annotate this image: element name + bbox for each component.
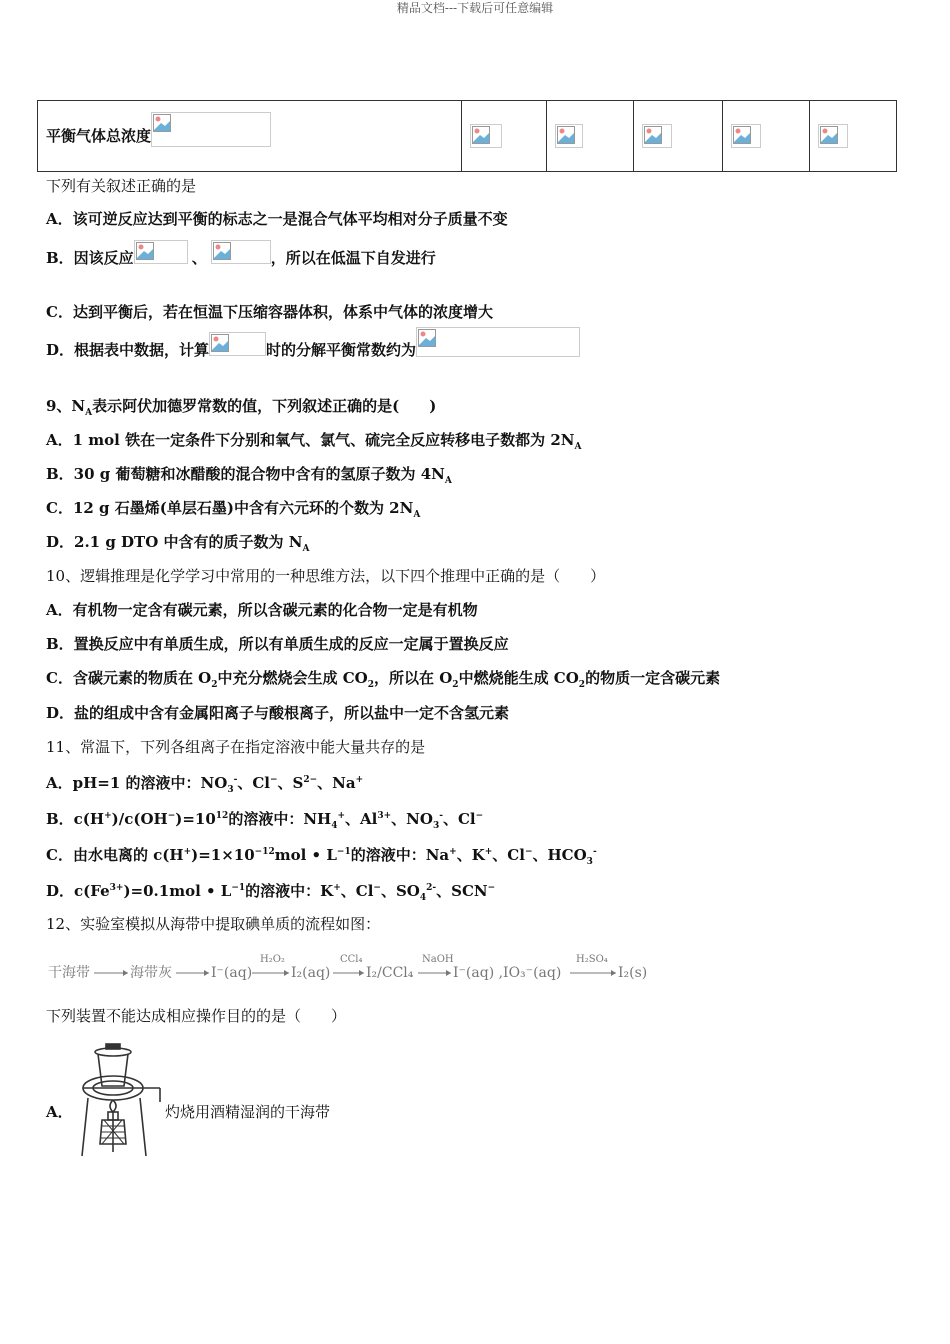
subscript: 4 [331, 821, 338, 831]
q12-stem: 12、实验室模拟从海带中提取碘单质的流程如图： [46, 915, 381, 933]
q9-option-c [46, 498, 420, 525]
broken-image-icon [151, 112, 271, 147]
text: mol • L [274, 846, 337, 864]
superscript: + [355, 775, 364, 785]
q10-stem: 10、逻辑推理是化学学习中常用的一种思维方法，以下四个推理中正确的是（ ） [46, 567, 606, 585]
superscript: + [183, 847, 192, 857]
q9-option-a [46, 430, 581, 457]
text: 、HCO [532, 846, 587, 864]
table-cell [634, 101, 723, 172]
q8-option-d-post: 时的分解平衡常数约为 [266, 341, 417, 359]
broken-image-icon [731, 124, 761, 148]
subscript: A [444, 476, 452, 486]
broken-image-icon [211, 240, 271, 264]
q8-option-d [46, 340, 580, 360]
text: 的溶液中：Na [350, 846, 450, 864]
flow-arrowhead-icon [446, 970, 451, 976]
flow-step-iodine-ccl4: I₂/CCl₄ [366, 965, 414, 981]
superscript: − [373, 883, 381, 893]
q8-option-a: A．该可逆反应达到平衡的标志之一是混合气体平均相对分子质量不变 [46, 210, 508, 228]
flow-step-kelp-ash: 海带灰 [130, 965, 172, 981]
superscript: - [592, 847, 597, 857]
table-cell [723, 101, 810, 172]
q9-option-d [46, 532, 309, 559]
q12-option-a-description: 灼烧用酒精湿润的干海带 [165, 1103, 331, 1121]
superscript: − [475, 811, 484, 821]
subscript: 2 [367, 680, 374, 690]
text: 、Cl [492, 846, 525, 864]
text: 、Cl [442, 810, 476, 828]
text: C．含碳元素的物质在 O [46, 669, 212, 687]
text: 、K [456, 846, 485, 864]
flow-arrowhead-icon [284, 970, 289, 976]
q8-option-b-pre: B．因该反应 [46, 249, 134, 267]
superscript: − [524, 847, 533, 857]
text: 、SCN [436, 882, 488, 900]
superscript: 12 [215, 811, 229, 821]
text: 、Cl [237, 774, 270, 792]
q10-option-d: D．盐的组成中含有金属阳离子与酸根离子，所以盐中一定不含氢元素 [46, 704, 510, 722]
q10-option-a: A．有机物一定含有碳元素，所以含碳元素的化合物一定是有机物 [46, 601, 478, 619]
table-cell [810, 101, 897, 172]
superscript: 2- [426, 883, 437, 893]
superscript: − [167, 811, 176, 821]
q9-stem-pre: 9、N [46, 397, 86, 415]
q9-stem-post: 表示阿伏加德罗常数的值，下列叙述正确的是( ) [92, 397, 437, 415]
text: ，所以在 O [374, 669, 453, 687]
broken-image-icon [642, 124, 672, 148]
broken-image-icon [818, 124, 848, 148]
q11-option-c [46, 842, 597, 872]
superscript: −12 [254, 847, 275, 857]
flow-reagent-ccl4: CCl₄ [340, 954, 363, 965]
subscript: A [302, 544, 310, 554]
equilibrium-table [37, 100, 897, 172]
subscript: 3 [586, 857, 593, 867]
text: )/c(OH [111, 810, 168, 828]
flow-step-iodide-iodate: I⁻(aq) ,IO₃⁻(aq) [453, 965, 562, 981]
superscript: - [439, 811, 443, 821]
q9-option-d-text: D．2.1 g DTO 中含有的质子数为 N [46, 533, 303, 551]
flow-arrowhead-icon [204, 970, 209, 976]
text: C．由水电离的 c(H [46, 846, 184, 864]
text: 、NO [391, 810, 433, 828]
subscript: A [574, 442, 582, 452]
subscript: 3 [227, 785, 234, 795]
flow-arrowhead-icon [359, 970, 364, 976]
superscript: 3+ [109, 883, 124, 893]
broken-image-icon [555, 124, 583, 148]
superscript: 2− [303, 775, 318, 785]
text: B．c(H [46, 810, 105, 828]
subscript: 2 [211, 680, 218, 690]
text: 、Na [317, 774, 356, 792]
text: 、Al [345, 810, 378, 828]
table-row-label-cell [38, 101, 462, 172]
flow-step-iodide-aq: I⁻(aq) [211, 965, 253, 981]
q11-option-b [46, 806, 483, 836]
q8-option-b-post: ，所以在低温下自发进行 [270, 249, 436, 267]
superscript: - [233, 775, 238, 785]
text: 中燃烧能生成 CO [458, 669, 579, 687]
flow-reagent-h2so4: H₂SO₄ [576, 954, 608, 965]
subscript: 3 [432, 821, 440, 831]
q9-option-b-text: B．30 g 葡萄糖和冰醋酸的混合物中含有的氢原子数为 4N [46, 465, 445, 483]
text: D．c(Fe [46, 882, 110, 900]
subscript: 2 [578, 680, 586, 690]
q10-option-b: B．置换反应中有单质生成，所以有单质生成的反应一定属于置换反应 [46, 635, 509, 653]
crucible-burner-apparatus-icon [78, 1040, 166, 1160]
flow-arrowhead-icon [123, 970, 128, 976]
q10-option-c [46, 668, 720, 695]
q8-stem: 下列有关叙述正确的是 [46, 177, 197, 195]
superscript: − [487, 883, 496, 893]
flow-reagent-h2o2: H₂O₂ [260, 954, 285, 965]
flow-step-iodine-solid: I₂(s) [618, 965, 648, 981]
flow-arrowhead-icon [611, 970, 616, 976]
subscript: 4 [419, 893, 427, 903]
q8-option-c: C．达到平衡后，若在恒温下压缩容器体积，体系中气体的浓度增大 [46, 303, 493, 321]
q9-option-c-text: C．12 g 石墨烯(单层石墨)中含有六元环的个数为 2N [46, 499, 414, 517]
q12-sub-stem: 下列装置不能达成相应操作目的的是（ ） [46, 1007, 347, 1025]
flow-step-iodine-aq: I₂(aq) [291, 965, 331, 981]
q8-option-b [46, 248, 436, 268]
q12-option-a-label: A． [46, 1103, 73, 1121]
broken-image-icon [209, 332, 266, 356]
subscript: A [413, 510, 421, 520]
subscript: 2 [452, 680, 459, 690]
superscript: −1 [336, 847, 351, 857]
flow-reagent-naoh: NaOH [422, 954, 454, 965]
q8-option-d-pre: D．根据表中数据，计算 [46, 341, 210, 359]
q11-option-d [46, 878, 495, 908]
text: 的溶液中：NH [228, 810, 332, 828]
flow-step-dry-kelp: 干海带 [48, 965, 90, 981]
broken-image-icon [470, 124, 502, 148]
superscript: + [484, 847, 493, 857]
text: 、S [277, 774, 304, 792]
q8-option-b-sep: 、 [191, 249, 207, 267]
q9-option-b [46, 464, 452, 491]
superscript: −1 [231, 883, 246, 893]
q11-option-a [46, 770, 363, 800]
text: 中充分燃烧会生成 CO [217, 669, 368, 687]
q11-stem: 11、常温下，下列各组离子在指定溶液中能大量共存的是 [46, 738, 426, 756]
table-row-label: 平衡气体总浓度 [46, 126, 152, 145]
broken-image-icon [134, 240, 188, 264]
text: )=1×10 [191, 846, 255, 864]
text: A．pH=1 的溶液中：NO [46, 774, 228, 792]
table-cell [547, 101, 634, 172]
superscript: + [337, 811, 346, 821]
q9-stem [46, 396, 436, 423]
superscript: + [104, 811, 112, 821]
text: 、Cl [340, 882, 374, 900]
text: )=0.1mol • L [123, 882, 232, 900]
iodine-extraction-flowchart [46, 948, 666, 988]
text: )=10 [175, 810, 216, 828]
q9-option-a-text: A．1 mol 铁在一定条件下分别和氧气、氯气、硫完全反应转移电子数都为 2N [46, 431, 575, 449]
text: 的溶液中：K [245, 882, 334, 900]
q9-stem-sub: A [85, 408, 93, 418]
superscript: + [449, 847, 457, 857]
superscript: + [333, 883, 341, 893]
broken-image-icon [416, 327, 580, 357]
superscript: − [269, 775, 278, 785]
text: 的物质一定含碳元素 [585, 669, 721, 687]
page-header: 精品文档---下载后可任意编辑 [396, 1, 554, 15]
table-cell [462, 101, 547, 172]
text: 、SO [380, 882, 420, 900]
superscript: 3+ [377, 811, 392, 821]
